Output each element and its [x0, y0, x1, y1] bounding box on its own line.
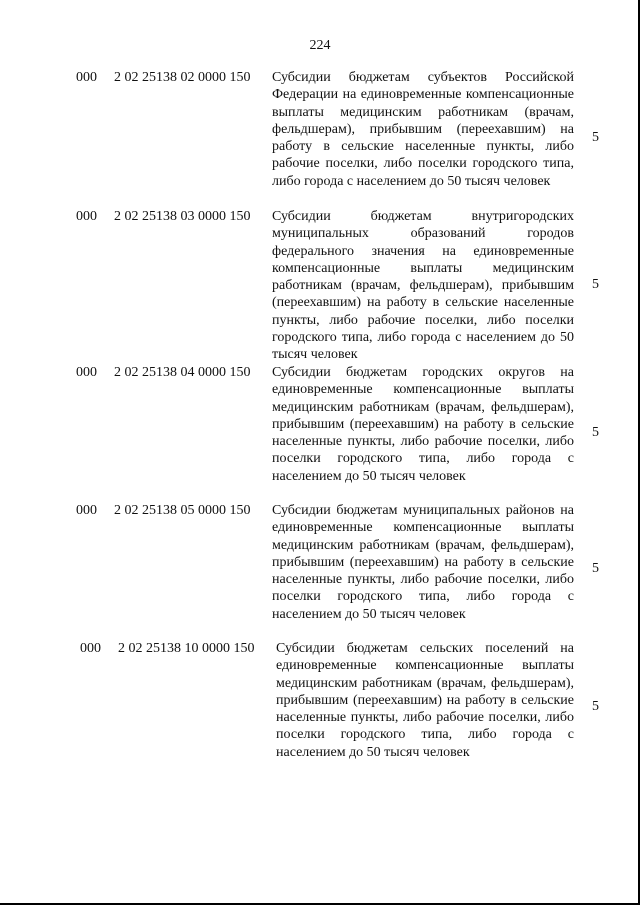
admin-code: 000	[80, 641, 101, 656]
admin-code: 000	[76, 503, 97, 518]
admin-code: 000	[76, 70, 97, 85]
amount-value: 5	[592, 561, 599, 576]
income-description: Субсидии бюджетам сельских поселений на единовременные компенсационные выплаты медицинским работникам (врачам, фельдшерам), прибывшим (переехавшим) на работу в сельские населенные пункты, либо рабочие поселки, либо поселки городского типа, либо города с населением до 50 тысяч человек	[276, 641, 574, 760]
budget-classification-code: 2 02 25138 02 0000 150	[114, 70, 251, 85]
amount-value: 5	[592, 277, 599, 292]
amount-value: 5	[592, 699, 599, 714]
income-description: Субсидии бюджетам муниципальных районов на единовременные компенсационные выплаты медицинским работникам (врачам, фельдшерам), прибывшим (переехавшим) на работу в сельские населенные пункты, либо рабочие поселки, либо поселки городского типа, либо города с населением до 50 тысяч человек	[272, 503, 574, 622]
admin-code: 000	[76, 209, 97, 224]
budget-classification-code: 2 02 25138 04 0000 150	[114, 365, 251, 380]
amount-value: 5	[592, 130, 599, 145]
budget-classification-code: 2 02 25138 10 0000 150	[118, 641, 255, 656]
amount-value: 5	[592, 425, 599, 440]
income-description: Субсидии бюджетам субъектов Российской Федерации на единовременные компенсационные выплаты медицинским работникам (врачам, фельдшерам), прибывшим (переехавшим) на работу в сельские населенные пункты, либо рабочие поселки, либо поселки городского типа, либо города с населением до 50 тысяч человек	[272, 70, 574, 189]
income-description: Субсидии бюджетам городских округов на единовременные компенсационные выплаты медицинским работникам (врачам, фельдшерам), прибывшим (переехавшим) на работу в сельские населенные пункты, либо рабочие поселки, либо поселки городского типа, либо города с населением до 50 тысяч человек	[272, 365, 574, 484]
budget-classification-code: 2 02 25138 03 0000 150	[114, 209, 251, 224]
budget-classification-code: 2 02 25138 05 0000 150	[114, 503, 251, 518]
admin-code: 000	[76, 365, 97, 380]
income-description: Субсидии бюджетам внутригородских муниципальных образований городов федерального значения на единовременные компенсационные выплаты медицинским работникам (врачам, фельдшерам), прибывшим (переехавшим) на работу в сельские населенные пункты, либо рабочие поселки, либо поселки городского типа, либо города с населением до 50 тысяч человек	[272, 209, 574, 363]
page-number: 224	[309, 38, 331, 53]
